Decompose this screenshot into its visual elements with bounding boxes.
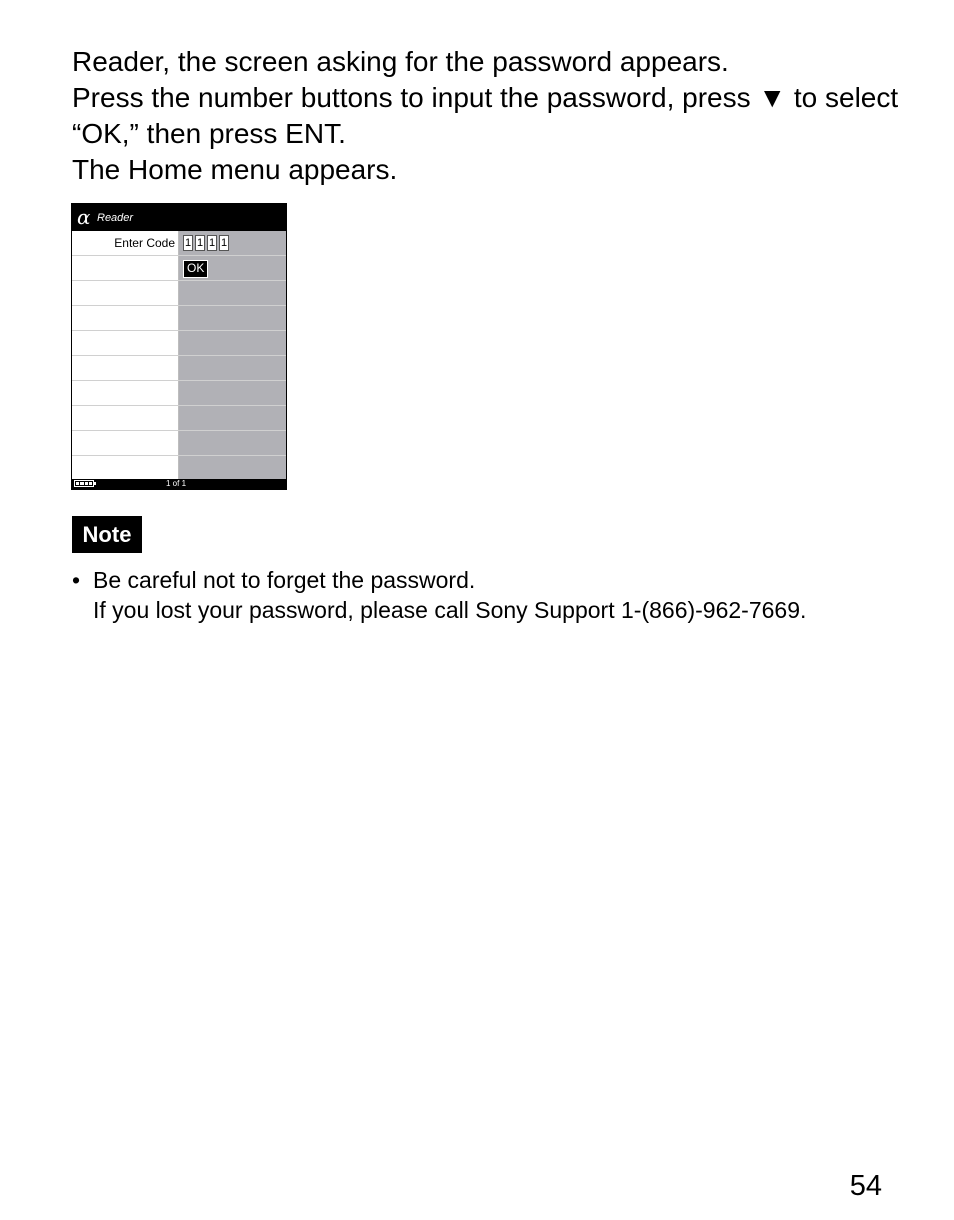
page-count: 1 of 1 [166, 479, 187, 488]
empty-label-cell [72, 256, 179, 280]
app-name: Reader [97, 212, 134, 224]
empty-row [72, 431, 286, 456]
instruction-line: The Home menu appears. [72, 154, 398, 185]
ok-row [72, 256, 286, 281]
code-digit[interactable]: 1 [220, 237, 228, 249]
instruction-line: Press the number buttons to input the password, press ▼ to select “OK,” then press ENT. [72, 82, 899, 149]
empty-row [72, 456, 286, 480]
sony-reader-logo-icon: α [77, 205, 91, 229]
reader-password-screen [71, 203, 287, 490]
note-list [72, 565, 862, 625]
status-bar [72, 479, 286, 489]
instruction-text [72, 44, 902, 188]
battery-icon [74, 480, 94, 487]
code-input[interactable] [179, 231, 286, 255]
empty-row [72, 406, 286, 431]
ok-cell [179, 256, 286, 280]
ok-button[interactable]: OK [183, 260, 208, 278]
page-number: 54 [849, 1170, 882, 1202]
code-digit[interactable]: 1 [196, 237, 204, 249]
menu-rows [72, 231, 286, 480]
code-digit[interactable]: 1 [208, 237, 216, 249]
empty-row [72, 356, 286, 381]
note-text [93, 565, 806, 625]
note-line: If you lost your password, please call Sony Support 1-(866)-962-7669. [93, 597, 807, 623]
code-digit[interactable]: 1 [184, 237, 192, 249]
instruction-line: Reader, the screen asking for the password appears. [72, 46, 729, 77]
empty-row [72, 281, 286, 306]
note-line: Be careful not to forget the password. [93, 567, 476, 593]
enter-code-row [72, 231, 286, 256]
empty-row [72, 331, 286, 356]
enter-code-label: Enter Code [72, 231, 179, 255]
empty-row [72, 381, 286, 406]
empty-row [72, 306, 286, 331]
bullet-icon: • [72, 567, 81, 593]
screen-header [72, 204, 286, 231]
note-badge: Note [72, 516, 142, 553]
